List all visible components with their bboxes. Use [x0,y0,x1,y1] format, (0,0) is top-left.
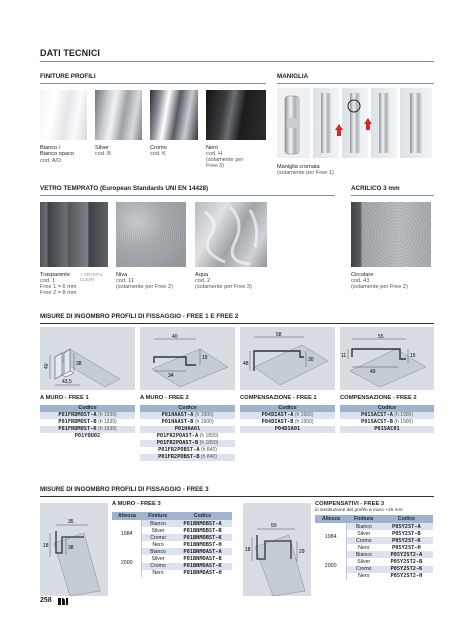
group-title-comp-free3: COMPENSATIVI - FREE 3 [315,501,385,507]
dim-4-b: 11 [341,353,347,359]
vetro-trasparente-photo [40,202,108,267]
codes-header: Codice [240,405,335,412]
dim-5-b: 18 [43,543,49,549]
title-rule [40,61,434,62]
codes-comp-free2 [340,405,434,433]
vetro-trasparente-code: cod. 1 Free 1 = 6 mm Free 2 = 8 mm [40,278,77,297]
group-title-muro-free1: A MURO - FREE 1 [40,395,89,401]
codes-comp-free1 [240,405,335,433]
comp-free3-note: in sostituzione del profilo a muro +15 mm [315,508,403,513]
maniglia-rule [277,83,434,84]
finish-bianco-name: Bianco / Bianco opaco [40,145,74,158]
col-altezza: Altezza [315,515,347,523]
dim-2-b: 15 [202,355,208,361]
dim-6-c: 29 [299,549,305,555]
dim-4-c: 15 [410,353,416,359]
maniglia-title: MANIGLIA [277,73,309,80]
dim-3-a: 58 [276,332,282,338]
dim-5-a: 35 [68,519,74,525]
finish-nero-photo [206,90,266,140]
code-row: P01FRDMOST-K (h 1939) [40,426,135,433]
profile-drawing-muro-free1 [40,327,135,390]
dim-3-b: 48 [243,361,249,367]
finish-bianco-code: cod. A/D [40,158,62,164]
vetro-trasparente-name: Trasparente [40,272,70,278]
col-finiture: Finiture [142,512,174,520]
code-row: P04DIAST-B (h 1950) [261,419,314,426]
dim-1-a: 40 [44,363,50,369]
table-comp-free3 [315,515,433,580]
codes-muro-free2 [140,405,235,461]
code-row: P01SACST-B (h 1900) [361,419,413,426]
col-altezza: Altezza [112,512,142,520]
col-finitura: Finitura [347,515,380,523]
group-title-comp-free1: COMPENSAZIONE - FREE 1 [240,395,317,401]
finish-cromo-photo [150,90,198,140]
code-row: P01YOU02 [74,433,101,440]
table-row: Cromo P01BNMOBST-K [112,534,232,541]
acrilico-rule [351,195,434,196]
code-row: P01SAC01 [340,426,434,433]
finish-nero-name: Nero [206,145,219,151]
table-row: Nero P01BNMOAST-H [152,570,222,577]
codes-header: Codice [140,405,235,412]
acrilico-name: Circolare [351,272,374,278]
code-row: P01FRDMOST-B (h 1939) [58,419,117,426]
codes-header: Codice [40,405,135,412]
code-row: P01HAA01 [140,426,235,433]
col-codice: Codice [380,515,432,523]
group-title-muro-free3: A MURO - FREE 3 [112,501,161,507]
table-row: Silver P05Y2ST-B [357,530,421,537]
table-row: Silver P05Y2ST2-B [357,559,423,566]
vetro-aqua-name: Aqua [195,272,209,278]
table-row: Cromo P05Y2ST-K [315,537,433,544]
code-row: P01FR2POAST-A (h 1890) [156,433,219,440]
codes-muro-free1 [40,405,135,440]
profile-drawing-muro-free2 [140,327,235,390]
finish-silver-photo [95,90,142,140]
vetro-aqua-code: cod. 2 (solamente per Free 3) [195,278,252,291]
code-row: P01FR2POAST-B (h 1890) [140,440,235,447]
acrilico-title: ACRILICO 3 mm [351,185,400,192]
finish-cromo-name: Cromo [150,145,167,151]
group-title-comp-free2: COMPENSAZIONE - FREE 2 [340,395,417,401]
table-row: 1984 Bianco P01BNMOBST-A [112,520,232,527]
vetro-rule [40,195,335,196]
page-number: 258 [40,597,52,604]
table-row: 2000 Bianco P01BNMOAST-A [112,548,232,555]
table-row: Silver P01BNMOAST-B [151,556,222,563]
table-row: Nero P01BNMOBST-H [152,541,222,548]
dim-2-c: 34 [168,373,174,379]
finiture-rule [40,83,266,84]
finish-bianco-photo [40,90,87,140]
profile-drawing-comp-free2 [340,327,434,390]
col-codice: Codice [174,512,232,520]
table-row: 1984 Bianco P05Y2ST-A [315,523,433,530]
dim-2-a: 40 [172,334,178,340]
misure12-rule [40,323,434,324]
table-row: Nero P05Y2ST2-H [358,573,423,580]
brand-logo-icon [57,597,69,606]
vetro-niva-photo [116,202,186,267]
code-row: P01FR2POBST-A (h 840) [158,446,217,453]
finish-cromo-code: cod. K [150,151,166,157]
code-row: P01FRDMOST-A (h 1939) [40,412,135,419]
crystal-clear-badge: + CRYSTAL CLEAR [80,272,104,282]
misure12-title: MISURE DI INGOMBRO PROFILI DI FISSAGGIO - FREE 1 E FREE 2 [40,313,239,320]
vetro-aqua-photo [195,202,267,267]
maniglia-note: (solamente per Free 1) [277,170,334,176]
code-row: P01SACST-A (h 1900) [340,412,434,419]
finish-silver-code: cod. B [95,151,111,157]
code-row: P01FR2POBST-B (h 840) [140,454,235,461]
maniglia-name: Maniglia cromata [277,164,320,170]
table-row: Cromo P01BNMOAST-K [112,563,232,570]
profile-drawing-comp-free1 [240,327,335,390]
misure3-rule [40,496,434,497]
codes-header: Codice [340,405,434,412]
code-row: P01HAAST-B (h 1900) [161,419,214,426]
finish-nero-code: cod. H (solamente per Free 3) [206,151,244,170]
table-row: Silver P01BNMOBST-B [151,527,222,534]
code-row: P04DIA01 [240,426,335,433]
page-title: DATI TECNICI [40,48,101,58]
vetro-title: VETRO TEMPRATO (European Standards UNI EN 14428) [40,185,209,192]
dim-1-b: 38 [76,361,82,367]
acrilico-circolare-photo [351,202,431,267]
dim-3-c: 30 [308,357,314,363]
profile-drawing-comp-free3 [243,503,311,596]
code-row: P01HAAST-A (h 1900) [140,412,235,419]
table-row: Cromo P05Y2ST2-K [315,566,433,573]
dim-1-c: 43,5 [62,379,72,385]
dim-5-c: 38 [68,545,74,551]
code-row: P04DIAST-A (h 1960) [240,412,335,419]
misure3-title: MISURE DI INGOMBRO PROFILI DI FISSAGGIO - FREE 3 [40,486,209,493]
table-row: Nero P05Y2ST-H [358,544,421,551]
acrilico-code: cod. 43 (solamente per Free 2) [351,278,408,291]
vetro-niva-code: cod. 11 (solamente per Free 2) [116,278,173,291]
dim-6-b: 18 [245,547,251,553]
finish-silver-name: Silver [95,145,109,151]
finiture-title: FINITURE PROFILI [40,73,96,80]
table-row: 2000 Bianco P05Y2ST2-A [315,551,433,558]
dim-4-a: 55 [378,334,384,340]
dim-4-d: 49 [370,369,376,375]
profile-drawing-muro-free3 [40,503,108,596]
group-title-muro-free2: A MURO - FREE 2 [140,395,189,401]
dim-6-a: 50 [271,523,277,529]
table-muro-free3 [112,512,232,577]
maniglia-photos [277,88,434,160]
vetro-niva-name: Niva [116,272,128,278]
